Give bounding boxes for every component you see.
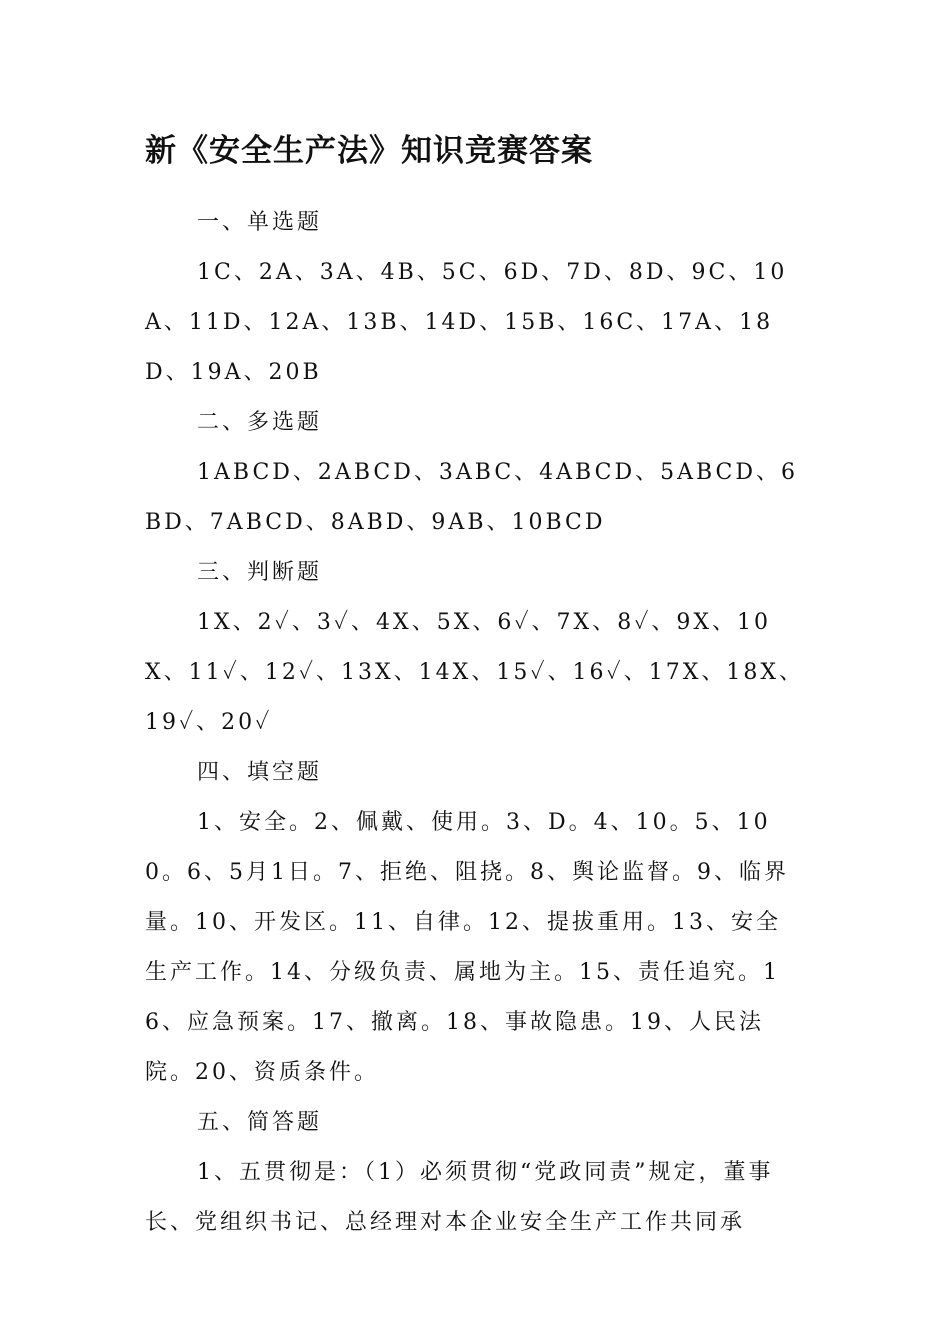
- section-heading-multiple-choice: 二、多选题: [197, 410, 323, 435]
- section-answers-short-answer: 1、五贯彻是：（1）必须贯彻“党政同责”规定，董事长、党组织书记、总经理对本企业安全生产工作共同承: [145, 1160, 774, 1235]
- section-answers-single-choice: 1C、2A、3A、4B、5C、6D、7D、8D、9C、10A、11D、12A、13B、14D、15B、16C、17A、18D、19A、20B: [145, 260, 788, 385]
- section-answers-fill-blank: 1、安全。2、佩戴、使用。3、D。4、10。5、100。6、5月1日。7、拒绝、阻挠。8、舆论监督。9、临界量。10、开发区。11、自律。12、提拔重用。13、安全生产工作。14、分级负责、属地为主。15、责任追究。16、应急预案。17、撤离。18、事故隐患。19、人民法院。20、资质条件。: [145, 810, 789, 1085]
- section-answers-multiple-choice: 1ABCD、2ABCD、3ABC、4ABCD、5ABCD、6BD、7ABCD、8ABD、9AB、10BCD: [145, 460, 799, 535]
- document-body: [145, 198, 805, 1248]
- section-heading-short-answer: 五、简答题: [197, 1110, 323, 1135]
- section-answers-true-false: 1X、2✓、3✓、4X、5X、6✓、7X、8✓、9X、10X、11✓、12✓、13X、14X、15✓、16✓、17X、18X、19✓、20✓: [145, 610, 805, 735]
- section-heading-single-choice: 一、单选题: [197, 210, 323, 235]
- section-heading-fill-blank: 四、填空题: [197, 760, 323, 785]
- document-title: 新《安全生产法》知识竞赛答案: [145, 133, 593, 169]
- section-heading-true-false: 三、判断题: [197, 560, 323, 585]
